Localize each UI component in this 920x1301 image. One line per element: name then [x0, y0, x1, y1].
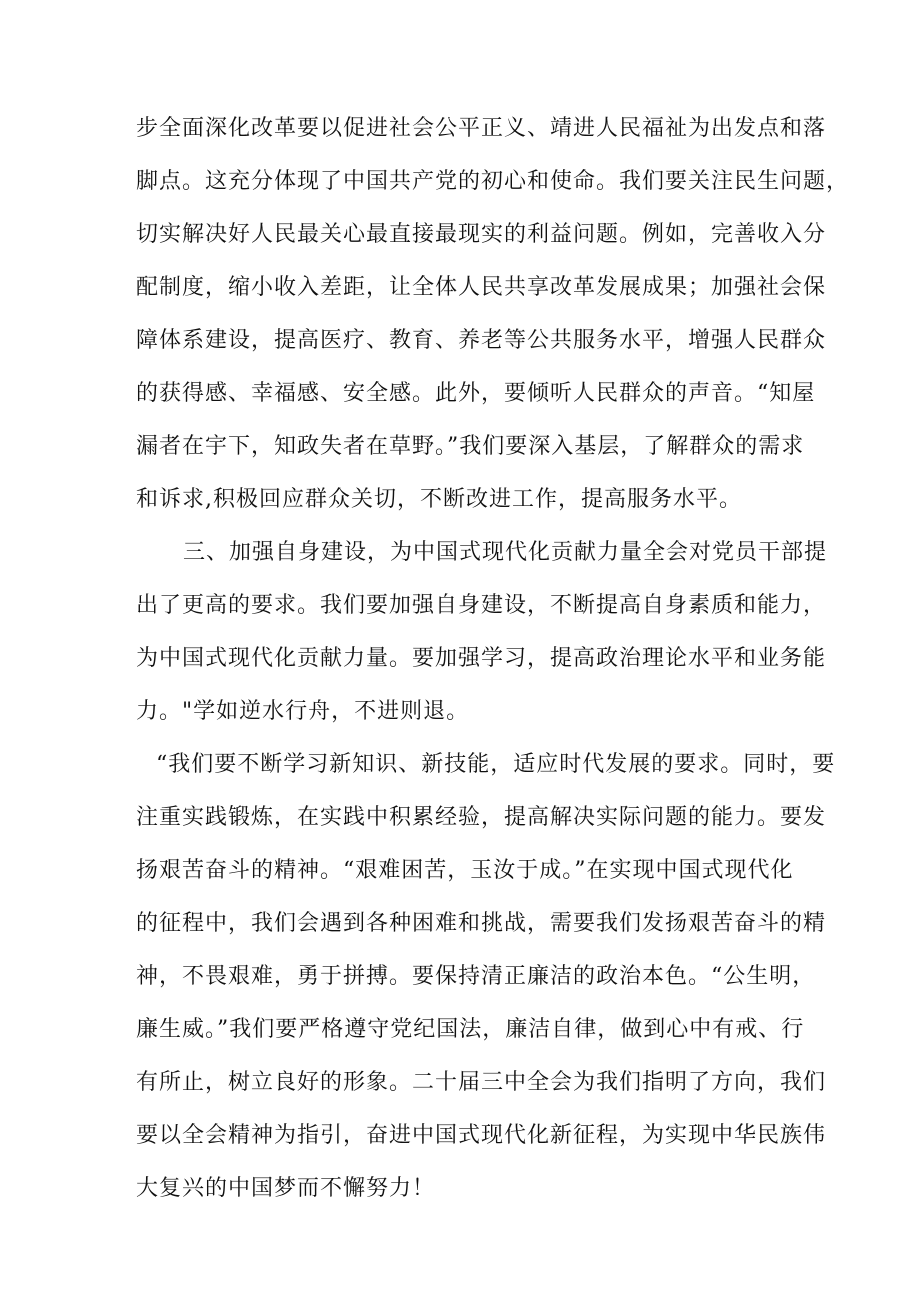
text-line: 扬艰苦奋斗的精神。“艰难困苦，玉汝于成。”在实现中国式现代化 — [136, 858, 794, 883]
section-heading-line: 三、加强自身建设，为中国式现代化贡献力量全会对党员干部提 — [183, 540, 828, 565]
text-line: 的征程中，我们会遇到各种困难和挑战，需要我们发扬艰苦奋斗的精 — [136, 911, 827, 936]
text-line: 和诉求,积极回应群众关切，不断改进工作，提高服务水平。 — [136, 487, 742, 512]
text-line: 配制度，缩小收入差距，让全体人民共享改革发展成果；加强社会保 — [136, 275, 827, 300]
text-line: 漏者在宇下，知政失者在草野。”我们要深入基层，了解群众的需求 — [136, 434, 805, 459]
text-line: 步全面深化改革要以促进社会公平正义、靖进人民福祉为出发点和落 — [136, 116, 827, 141]
text-line: 出了更高的要求。我们要加强自身建设，不断提高自身素质和能力， — [136, 593, 827, 618]
text-line: 的获得感、幸福感、安全感。此外，要倾听人民群众的声音。“知屋 — [136, 381, 816, 406]
text-line: 有所止，树立良好的形象。二十届三中全会为我们指明了方向，我们 — [136, 1070, 827, 1095]
quote-start-line: “我们要不断学习新知识、新技能，适应时代发展的要求。同时，要 — [156, 752, 836, 777]
text-line: 切实解决好人民最关心最直接最现实的利益问题。例如，完善收入分 — [136, 222, 827, 247]
text-line: 神，不畏艰难，勇于拼搏。要保持清正廉洁的政治本色。“公生明， — [136, 964, 816, 989]
text-line: 障体系建设，提高医疗、教育、养老等公共服务水平，增强人民群众 — [136, 328, 827, 353]
final-text-line: 大复兴的中国梦而不懈努力！ — [136, 1176, 436, 1201]
text-line: 廉生威。”我们要严格遵守党纪国法，廉洁自律，做到心中有戒、行 — [136, 1017, 805, 1042]
text-line: 注重实践锻炼，在实践中积累经验，提高解决实际问题的能力。要发 — [136, 805, 827, 830]
text-line: 要以全会精神为指引，奋进中国式现代化新征程，为实现中华民族伟 — [136, 1123, 827, 1148]
text-line: 力。"学如逆水行舟，不进则退。 — [136, 699, 470, 724]
text-line: 为中国式现代化贡献力量。要加强学习，提高政治理论水平和业务能 — [136, 646, 827, 671]
text-line: 脚点。这充分体现了中国共产党的初心和使命。我们要关注民生问题， — [136, 169, 850, 194]
